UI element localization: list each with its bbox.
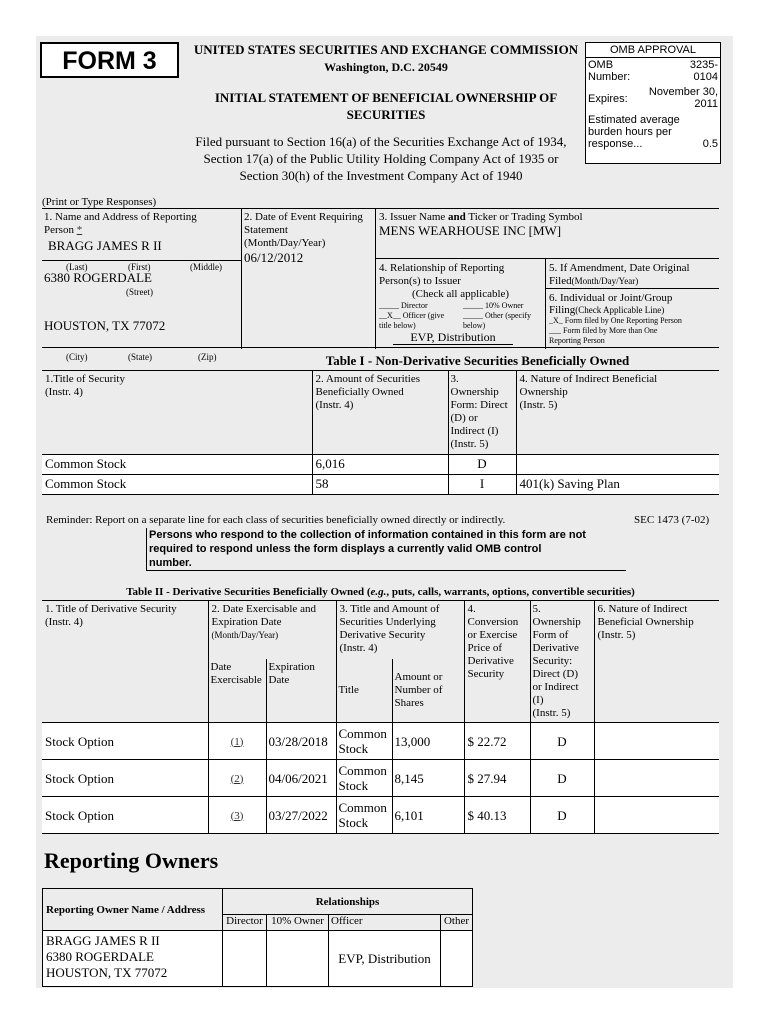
box3-issuer — [376, 209, 719, 259]
security-title: Common Stock — [42, 475, 312, 495]
table2-h6-line: (Instr. 5) — [597, 629, 636, 641]
underlying-shares: 13,000 — [392, 723, 464, 760]
table-row — [42, 475, 719, 495]
underlying-title — [336, 797, 392, 834]
table2-h5-line: Ownership — [532, 616, 581, 628]
expiration-date: 03/28/2018 — [266, 723, 336, 760]
table1-h2 — [312, 371, 448, 455]
below-note: below) — [463, 321, 486, 330]
table2-h2-line: Expiration Date — [211, 616, 282, 628]
owner-officer-value: EVP, Distribution — [329, 931, 441, 987]
box6-line2-small: (Check Applicable Line) — [575, 305, 665, 315]
underlying-title — [336, 760, 392, 797]
filed-line3: Section 30(h) of the Investment Company Act of 1940 — [239, 168, 523, 183]
security-title: Common Stock — [42, 455, 312, 475]
owner-ten-pct-cell — [267, 931, 329, 987]
omb-notice — [146, 528, 626, 571]
owner-street: 6380 ROGERDALE — [46, 949, 154, 964]
box1-label-line1: 1. Name and Address of Reporting — [44, 211, 197, 223]
form-title-line1: INITIAL STATEMENT OF BENEFICIAL OWNERSHIP OF — [214, 90, 558, 105]
table2-h3-line: Securities Underlying — [339, 616, 436, 628]
owner-address — [43, 931, 223, 987]
box4-line2: Person(s) to Issuer — [379, 275, 461, 287]
underlying-line: Common — [338, 800, 387, 815]
notice-line1: Persons who respond to the collection of information contained in this form are not — [149, 529, 586, 541]
underlying-shares: 6,101 — [392, 797, 464, 834]
table1-h3-line: Ownership — [450, 386, 499, 398]
notice-line2: required to respond unless the form displays a currently valid OMB control — [149, 543, 542, 555]
box5-line1: 5. If Amendment, Date Original — [549, 262, 690, 274]
ownership-form: D — [530, 723, 594, 760]
box6-opt1: _X_ Form filed by One Reporting Person — [549, 316, 682, 325]
box1-label-line2: Person — [44, 224, 74, 236]
omb-approval-box — [585, 42, 721, 164]
nature-of-ownership — [594, 760, 719, 797]
table2-h4-line: Price of — [467, 642, 503, 654]
table2-sub-date-ex — [208, 659, 266, 723]
table2-h5-line: Direct (D) — [532, 668, 579, 680]
box4-line1: 4. Relationship of Reporting — [379, 262, 505, 274]
box6-filing — [546, 289, 719, 349]
sub-amount-line: Shares — [394, 696, 424, 709]
box6-line2-main: Filing — [549, 304, 576, 316]
sub-amount-line: Amount or — [394, 670, 443, 683]
relationships-header: Relationships — [223, 889, 473, 915]
table1-h4 — [516, 371, 719, 455]
box3-label-post: Ticker or Trading Symbol — [468, 211, 583, 223]
omb-burden-line3: response... — [588, 138, 643, 150]
table2-h2-line: 2. Date Exercisable and — [211, 603, 316, 615]
table2-title-post: , puts, calls, warrants, options, convertible securities) — [386, 586, 635, 598]
table1-h2-line: (Instr. 4) — [315, 399, 354, 411]
table2-h6-line: 6. Nature of Indirect — [597, 603, 688, 615]
table2-h4-line: Conversion — [467, 616, 519, 628]
box6-opt2: ___ Form filed by More than One — [549, 326, 658, 335]
table1-h3-line: (Instr. 5) — [450, 438, 489, 450]
form-label: FORM 3 — [62, 47, 157, 75]
officer-option: __X__ Officer (give — [379, 311, 445, 320]
filed-line1: Filed pursuant to Section 16(a) of the Securities Exchange Act of 1934, — [195, 134, 567, 149]
form-title-line2: SECURITIES — [346, 107, 426, 122]
underlying-line: Common — [338, 726, 387, 741]
box5-line2-small: (Month/Day/Year) — [571, 276, 639, 286]
omb-number-value1: 3235- — [689, 59, 718, 71]
nature-of-ownership — [594, 723, 719, 760]
exercise-price: $ 27.94 — [464, 760, 530, 797]
box5-line2-main: Filed — [549, 275, 572, 287]
table1-h1-line: 1.Title of Security — [45, 373, 125, 385]
box2-line3: (Month/Day/Year) — [244, 237, 326, 249]
city-value: HOUSTON, TX 77072 — [44, 318, 166, 333]
agency-city: Washington, D.C. 20549 — [324, 60, 448, 74]
table1-h3-line: Indirect (I) — [450, 425, 499, 437]
footnote-link[interactable]: (3) — [230, 809, 244, 822]
ownership-form: D — [530, 760, 594, 797]
table2-h5-line: Security: — [532, 655, 573, 667]
filed-line2: Section 17(a) of the Public Utility Holding Company Act of 1935 or — [203, 151, 559, 166]
table2-h1-line: (Instr. 4) — [45, 616, 83, 628]
table2-title — [42, 586, 719, 598]
table-row — [42, 455, 719, 475]
box6-line1: 6. Individual or Joint/Group — [549, 292, 673, 304]
box6-opt2b: Reporting Person — [549, 336, 605, 345]
table1-h2-line: 2. Amount of Securities — [315, 373, 420, 385]
omb-expires-value2: 2011 — [694, 98, 718, 110]
ownership-form: D — [530, 797, 594, 834]
event-date-value: 06/12/2012 — [244, 250, 304, 265]
table2-sub-amount — [392, 659, 464, 723]
ownership-form: D — [448, 455, 516, 475]
issuer-value: MENS WEARHOUSE INC [MW] — [379, 223, 562, 238]
owner-name: BRAGG JAMES R II — [46, 933, 160, 948]
other-header: Other — [441, 915, 473, 931]
box1-asterisk-link[interactable]: * — [76, 224, 83, 236]
nature-of-ownership — [516, 455, 719, 475]
table2-h5-line: (I) — [532, 694, 544, 706]
reminder-text: Reminder: Report on a separate line for each class of securities beneficially owned directly or indirectly. — [46, 514, 506, 526]
officer-title: EVP, Distribution — [393, 331, 513, 345]
table2-h5-line: (Instr. 5) — [532, 707, 571, 719]
table-row — [42, 723, 719, 760]
underlying-line: Stock — [338, 741, 369, 756]
sub-exp-line: Date — [268, 673, 290, 686]
nature-of-ownership — [594, 797, 719, 834]
owner-other-cell — [441, 931, 473, 987]
reporting-person-name: BRAGG JAMES R II — [48, 238, 162, 253]
table2-h6-line: Beneficial Ownership — [597, 616, 694, 628]
expiration-date: 04/06/2021 — [266, 760, 336, 797]
sub-amount-line: Number of — [394, 683, 443, 696]
table-row — [42, 797, 719, 834]
notice-line3: number. — [149, 557, 192, 569]
street-label: (Street) — [126, 287, 153, 297]
last-label: (Last) — [66, 262, 88, 272]
table1-h3-line: (D) or — [450, 412, 478, 424]
city-label: (City) — [66, 352, 88, 362]
omb-number-value2: 0104 — [693, 71, 718, 83]
state-label: (State) — [128, 352, 152, 362]
derivative-title: Stock Option — [42, 723, 208, 760]
title-below-note: title below) — [379, 321, 416, 330]
box3-label-and: and — [448, 211, 466, 223]
table-row — [43, 931, 473, 987]
table2-h1 — [42, 601, 208, 723]
director-header: Director — [223, 915, 267, 931]
table1-h3 — [448, 371, 516, 455]
table1-non-derivative — [42, 370, 719, 495]
form-label-box — [40, 42, 179, 78]
table2-title-pre: Table II - Derivative Securities Beneficially Owned ( — [126, 586, 371, 598]
table2-h5 — [530, 601, 594, 723]
table2-h3-line: Derivative Security — [339, 629, 426, 641]
ownership-form: I — [448, 475, 516, 495]
table2-h3-line: (Instr. 4) — [339, 642, 378, 654]
reporting-info-grid — [42, 208, 719, 348]
omb-expires-value1: November 30, — [648, 86, 718, 98]
omb-burden-line1: Estimated average — [588, 114, 680, 126]
director-option: _____ Director — [379, 301, 428, 310]
table2-derivative — [42, 600, 719, 834]
reporting-owners-table — [42, 888, 473, 987]
print-note: (Print or Type Responses) — [42, 196, 157, 208]
derivative-title: Stock Option — [42, 797, 208, 834]
omb-number-label1: OMB — [588, 59, 614, 71]
nature-of-ownership: 401(k) Saving Plan — [516, 475, 719, 495]
sub-date-ex-line: Date — [210, 660, 232, 673]
ten-pct-header: 10% Owner — [267, 915, 329, 931]
table1-h4-line: (Instr. 5) — [519, 399, 558, 411]
other-option: _____ Other (specify — [463, 311, 531, 320]
table2-sub-title: Title — [336, 659, 392, 723]
box3-label-pre: 3. Issuer Name — [379, 211, 446, 223]
underlying-line: Common — [338, 763, 387, 778]
exercise-price: $ 22.72 — [464, 723, 530, 760]
street-value: 6380 ROGERDALE — [44, 270, 152, 285]
agency-name: UNITED STATES SECURITIES AND EXCHANGE COMMISSION — [193, 42, 579, 57]
omb-expires-label: Expires: — [588, 93, 628, 105]
table2-h5-line: or Indirect — [532, 681, 579, 693]
box2-line2: Statement — [244, 224, 288, 236]
table2-h4-line: 4. — [467, 603, 476, 615]
sub-exp-line: Expiration — [268, 660, 315, 673]
table1-h4-line: 4. Nature of Indirect Beneficial — [519, 373, 658, 385]
underlying-shares: 8,145 — [392, 760, 464, 797]
officer-header: Officer — [329, 915, 441, 931]
table2-h4-line: or Exercise — [467, 629, 518, 641]
form-page — [36, 36, 733, 988]
owner-director-cell — [223, 931, 267, 987]
footnote-link[interactable]: (2) — [230, 772, 244, 785]
exercise-price: $ 40.13 — [464, 797, 530, 834]
table2-h2-small: (Month/Day/Year) — [211, 630, 279, 640]
first-label: (First) — [128, 262, 151, 272]
box5-amendment — [546, 259, 719, 289]
ten-pct-option: _____ 10% Owner — [463, 301, 524, 310]
sec-code: SEC 1473 (7-02) — [634, 514, 710, 526]
table2-h3-line: 3. Title and Amount of — [339, 603, 440, 615]
table2-h3 — [336, 601, 464, 659]
table2-h1-line: 1. Title of Derivative Security — [45, 603, 177, 615]
box2-event-date — [242, 209, 376, 349]
table2-h4 — [464, 601, 530, 723]
owner-name-header: Reporting Owner Name / Address — [43, 889, 223, 931]
underlying-line: Stock — [338, 815, 369, 830]
table2-h5-line: 5. — [532, 603, 541, 615]
sub-date-ex-line: Exercisable — [210, 673, 262, 686]
omb-number-label2: Number: — [588, 71, 631, 83]
table2-h2 — [208, 601, 336, 659]
derivative-title: Stock Option — [42, 760, 208, 797]
underlying-line: Stock — [338, 778, 369, 793]
table1-h2-line: Beneficially Owned — [315, 386, 404, 398]
omb-burden-line2: burden hours per — [588, 126, 672, 138]
security-amount: 58 — [312, 475, 448, 495]
table2-h5-line: Derivative — [532, 642, 579, 654]
box4-line3: (Check all applicable) — [411, 288, 510, 300]
underlying-title — [336, 723, 392, 760]
box1-reporting-person — [42, 209, 242, 349]
table2-h4-line: Security — [467, 668, 505, 680]
reporting-owners-heading: Reporting Owners — [44, 848, 219, 873]
table2-h6 — [594, 601, 719, 723]
table1-h3-line: Form: Direct — [450, 399, 508, 411]
security-amount: 6,016 — [312, 455, 448, 475]
table2-sub-exp — [266, 659, 336, 723]
footnote-link[interactable]: (1) — [230, 735, 244, 748]
middle-label: (Middle) — [190, 262, 222, 272]
table1-h1-line: (Instr. 4) — [45, 386, 83, 398]
table2-h5-line: Form of — [532, 629, 569, 641]
box2-line1: 2. Date of Event Requiring — [244, 211, 363, 223]
table1-h4-line: Ownership — [519, 386, 568, 398]
owner-city: HOUSTON, TX 77072 — [46, 965, 168, 980]
expiration-date: 03/27/2022 — [266, 797, 336, 834]
zip-label: (Zip) — [198, 352, 217, 362]
table2-title-eg: e.g. — [370, 586, 387, 598]
omb-title: OMB APPROVAL — [586, 43, 720, 58]
table1-h1 — [42, 371, 312, 455]
table2-h4-line: Derivative — [467, 655, 514, 667]
box4-relationship — [376, 259, 546, 349]
omb-burden-value: 0.5 — [702, 138, 718, 150]
table-row — [42, 760, 719, 797]
table1-title: Table I - Non-Derivative Securities Beneficially Owned — [325, 353, 630, 368]
table1-h3-line: 3. — [450, 373, 459, 385]
